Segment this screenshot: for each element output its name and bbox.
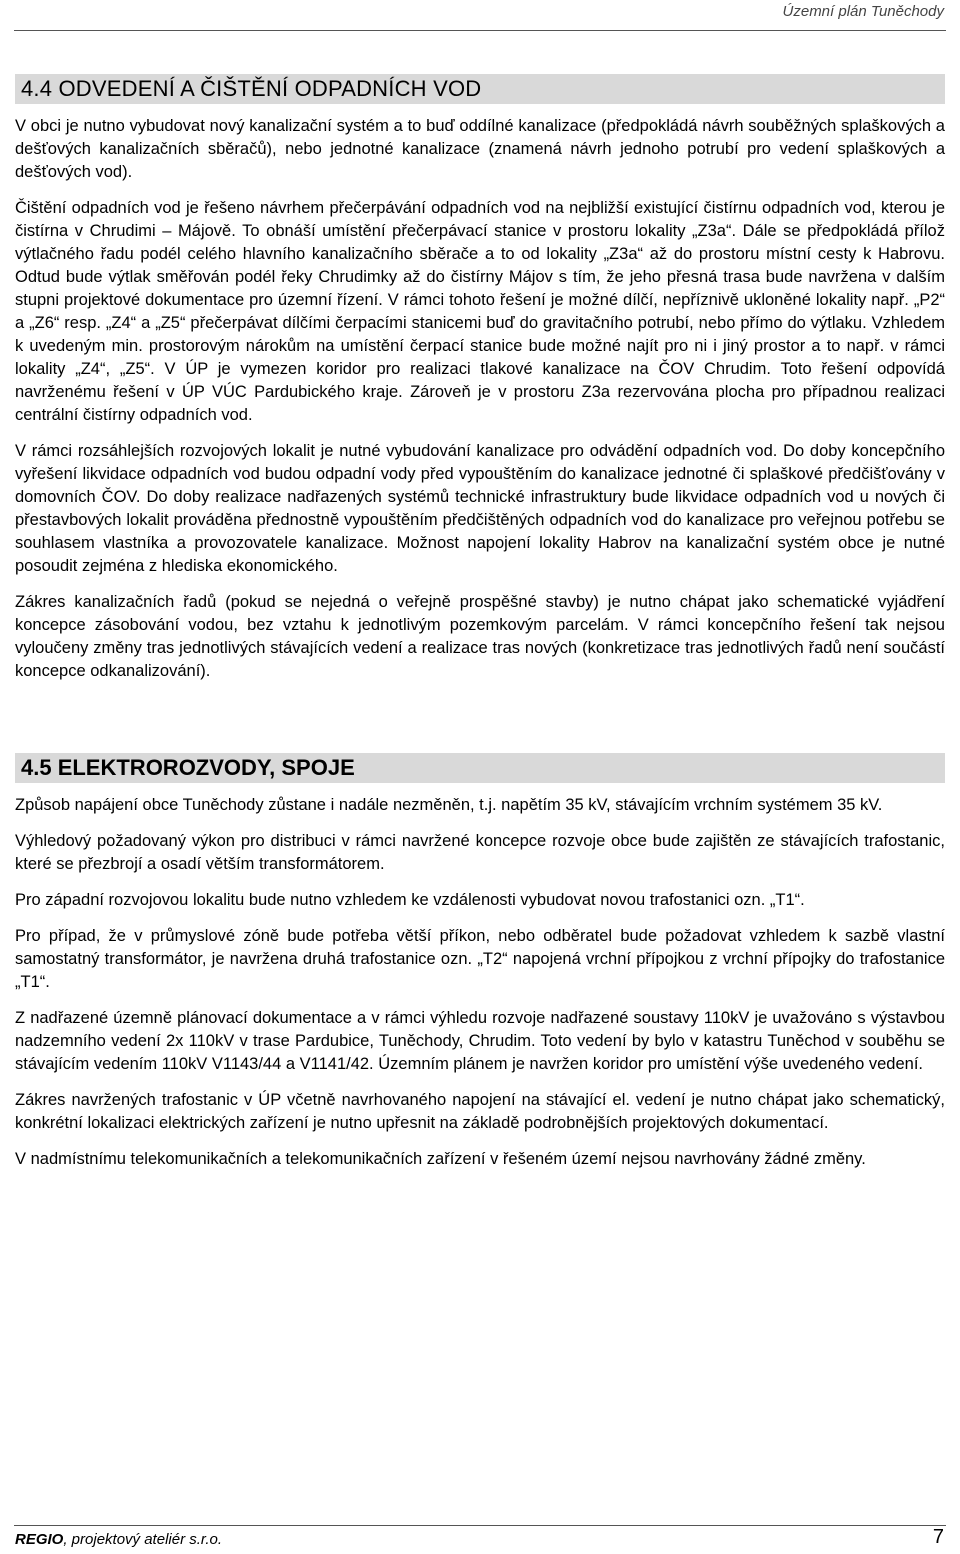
paragraph: Pro případ, že v průmyslové zóně bude potřeba větší příkon, nebo odběratel bude požadovat vzhledem k sazbě vlastní samostatný transformátor, je navržena druhá trafostanice ozn. „T2“ napojená vrchní přípojkou z vrchní přípojky do trafostanice „T1“. <box>15 927 945 991</box>
page-content <box>15 74 945 1171</box>
paragraph: Z nadřazené územně plánovací dokumentace a v rámci výhledu rozvoje nadřazené soustavy 110kV je uvažováno s výstavbou nadzemního vedení 2x 110kV v trase Pardubice, Tuněchody, Chrudim. Toto vedení by bylo v katastru Tuněchod v souběhu se stávajícím vedením 110kV V1143/44 a V1141/42. Územním plánem je navržen koridor pro umístění výše uvedeného vedení. <box>15 1009 945 1073</box>
footer-rule <box>14 1525 946 1526</box>
paragraph: Pro západní rozvojovou lokalitu bude nutno vzhledem ke vzdálenosti vybudovat novou trafostanici ozn. „T1“. <box>15 891 805 909</box>
company-name: REGIO <box>15 1531 64 1548</box>
footer-company <box>15 1531 222 1548</box>
paragraph: Zákres navržených trafostanic v ÚP včetně navrhovaného napojení na stávající el. vedení je nutno chápat jako schematický, konkrétní lokalizaci elektrických zařízení je nutno upřesnit na základě podrobnějších projektových dokumentací. <box>15 1091 945 1132</box>
paragraph: Zákres kanalizačních řadů (pokud se nejedná o veřejně prospěšné stavby) je nutno chápat jako schematické vyjádření koncepce zásobování vodou, bez vztahu k jednotlivým pozemkovým parcelám. V rámci koncepčního řešení tak nejsou vyloučeny změny tras jednotlivých stávajících vedení a realizace tras nových (konkretizace tras jednotlivých řadů není součástí koncepce odkanalizování). <box>15 593 945 680</box>
paragraph: Čištění odpadních vod je řešeno návrhem přečerpávání odpadních vod na nejbližší existující čistírnu odpadních vod, kterou je čistírna v Chrudimi – Májově. To obnáší umístění přečerpávací stanice v prostoru lokality „Z3a“. Dále se předpokládá přílož výtlačného řadu podél celého hlavního kanalizačního sběrače a to od lokality „Z3a“ až do prostoru místní cesty k Habrovu. Odtud bude výtlak směřován podél řeky Chrudimky až do čistírny Májov s tím, že jeho přesná trasa bude navržena v dalším stupni projektové dokumentace pro územní řízení. V rámci tohoto řešení je možné dílčí, nepříznivě ukloněné lokality např. „P2“ a „Z6“ resp. „Z4“ a „Z5“ přečerpávat dílčími čerpacími stanicemi buď do gravitačního potrubí, nebo přímo do výtlaku. Vzhledem k uvedeným min. prostorovým nárokům na umístění čerpací stanice bude možné najít pro ni i jiný prostor a to např. v rámci lokality „Z4“, „Z5“. V ÚP je vymezen koridor pro realizaci tlakové kanalizace na ČOV Chrudim. Toto řešení odpovídá navrženému řešení v ÚP VÚC Pardubického kraje. Zároveň je v prostoru Z3a rezervována plocha pro případnou realizaci centrální čistírny odpadních vod. <box>15 199 945 424</box>
paragraph: V rámci rozsáhlejších rozvojových lokalit je nutné vybudování kanalizace pro odvádění odpadních vod. Do doby koncepčního vyřešení likvidace odpadních vod budou odpadní vody před vypouštěním do kanalizace jednotné či splaškové předčišťovány v domovních ČOV. Do doby realizace nadřazených systémů technické infrastruktury bude likvidace odpadních vod u nových či přestavbových lokalit prováděna přednostně vypouštěním předčištěných odpadních vod do kanalizace pro veřejnou potřebu se souhlasem vlastníka a provozovatele kanalizace. Možnost napojení lokality Habrov na kanalizační systém obce je nutné posoudit zejména z hlediska ekonomického. <box>15 442 945 575</box>
company-suffix: , projektový ateliér s.r.o. <box>63 1531 223 1548</box>
header-rule <box>14 30 946 31</box>
paragraph: Výhledový požadovaný výkon pro distribuci v rámci navržené koncepce rozvoje obce bude zajištěn ze stávajících trafostanic, které se přezbrojí a osadí větším transformátorem. <box>15 832 945 873</box>
paragraph: Způsob napájení obce Tuněchody zůstane i nadále nezměněn, t.j. napětím 35 kV, stávajícím vrchním systémem 35 kV. <box>15 796 883 814</box>
section-heading-4-4: 4.4 ODVEDENÍ A ČIŠTĚNÍ ODPADNÍCH VOD <box>15 74 945 104</box>
page-number: 7 <box>932 1526 944 1548</box>
section-heading-4-5: 4.5 ELEKTROROZVODY, SPOJE <box>15 753 945 783</box>
running-header: Územní plán Tuněchody <box>782 3 944 20</box>
paragraph: V obci je nutno vybudovat nový kanalizační systém a to buď oddílné kanalizace (předpokládá návrh souběžných splaškových a dešťových kanalizačních sběračů), nebo jednotné kanalizace (znamená návrh jednoho potrubí pro vedení splaškových a dešťových vod). <box>15 117 945 181</box>
paragraph: V nadmístnímu telekomunikačních a telekomunikačních zařízení v řešeném území nejsou navrhovány žádné změny. <box>15 1150 866 1168</box>
